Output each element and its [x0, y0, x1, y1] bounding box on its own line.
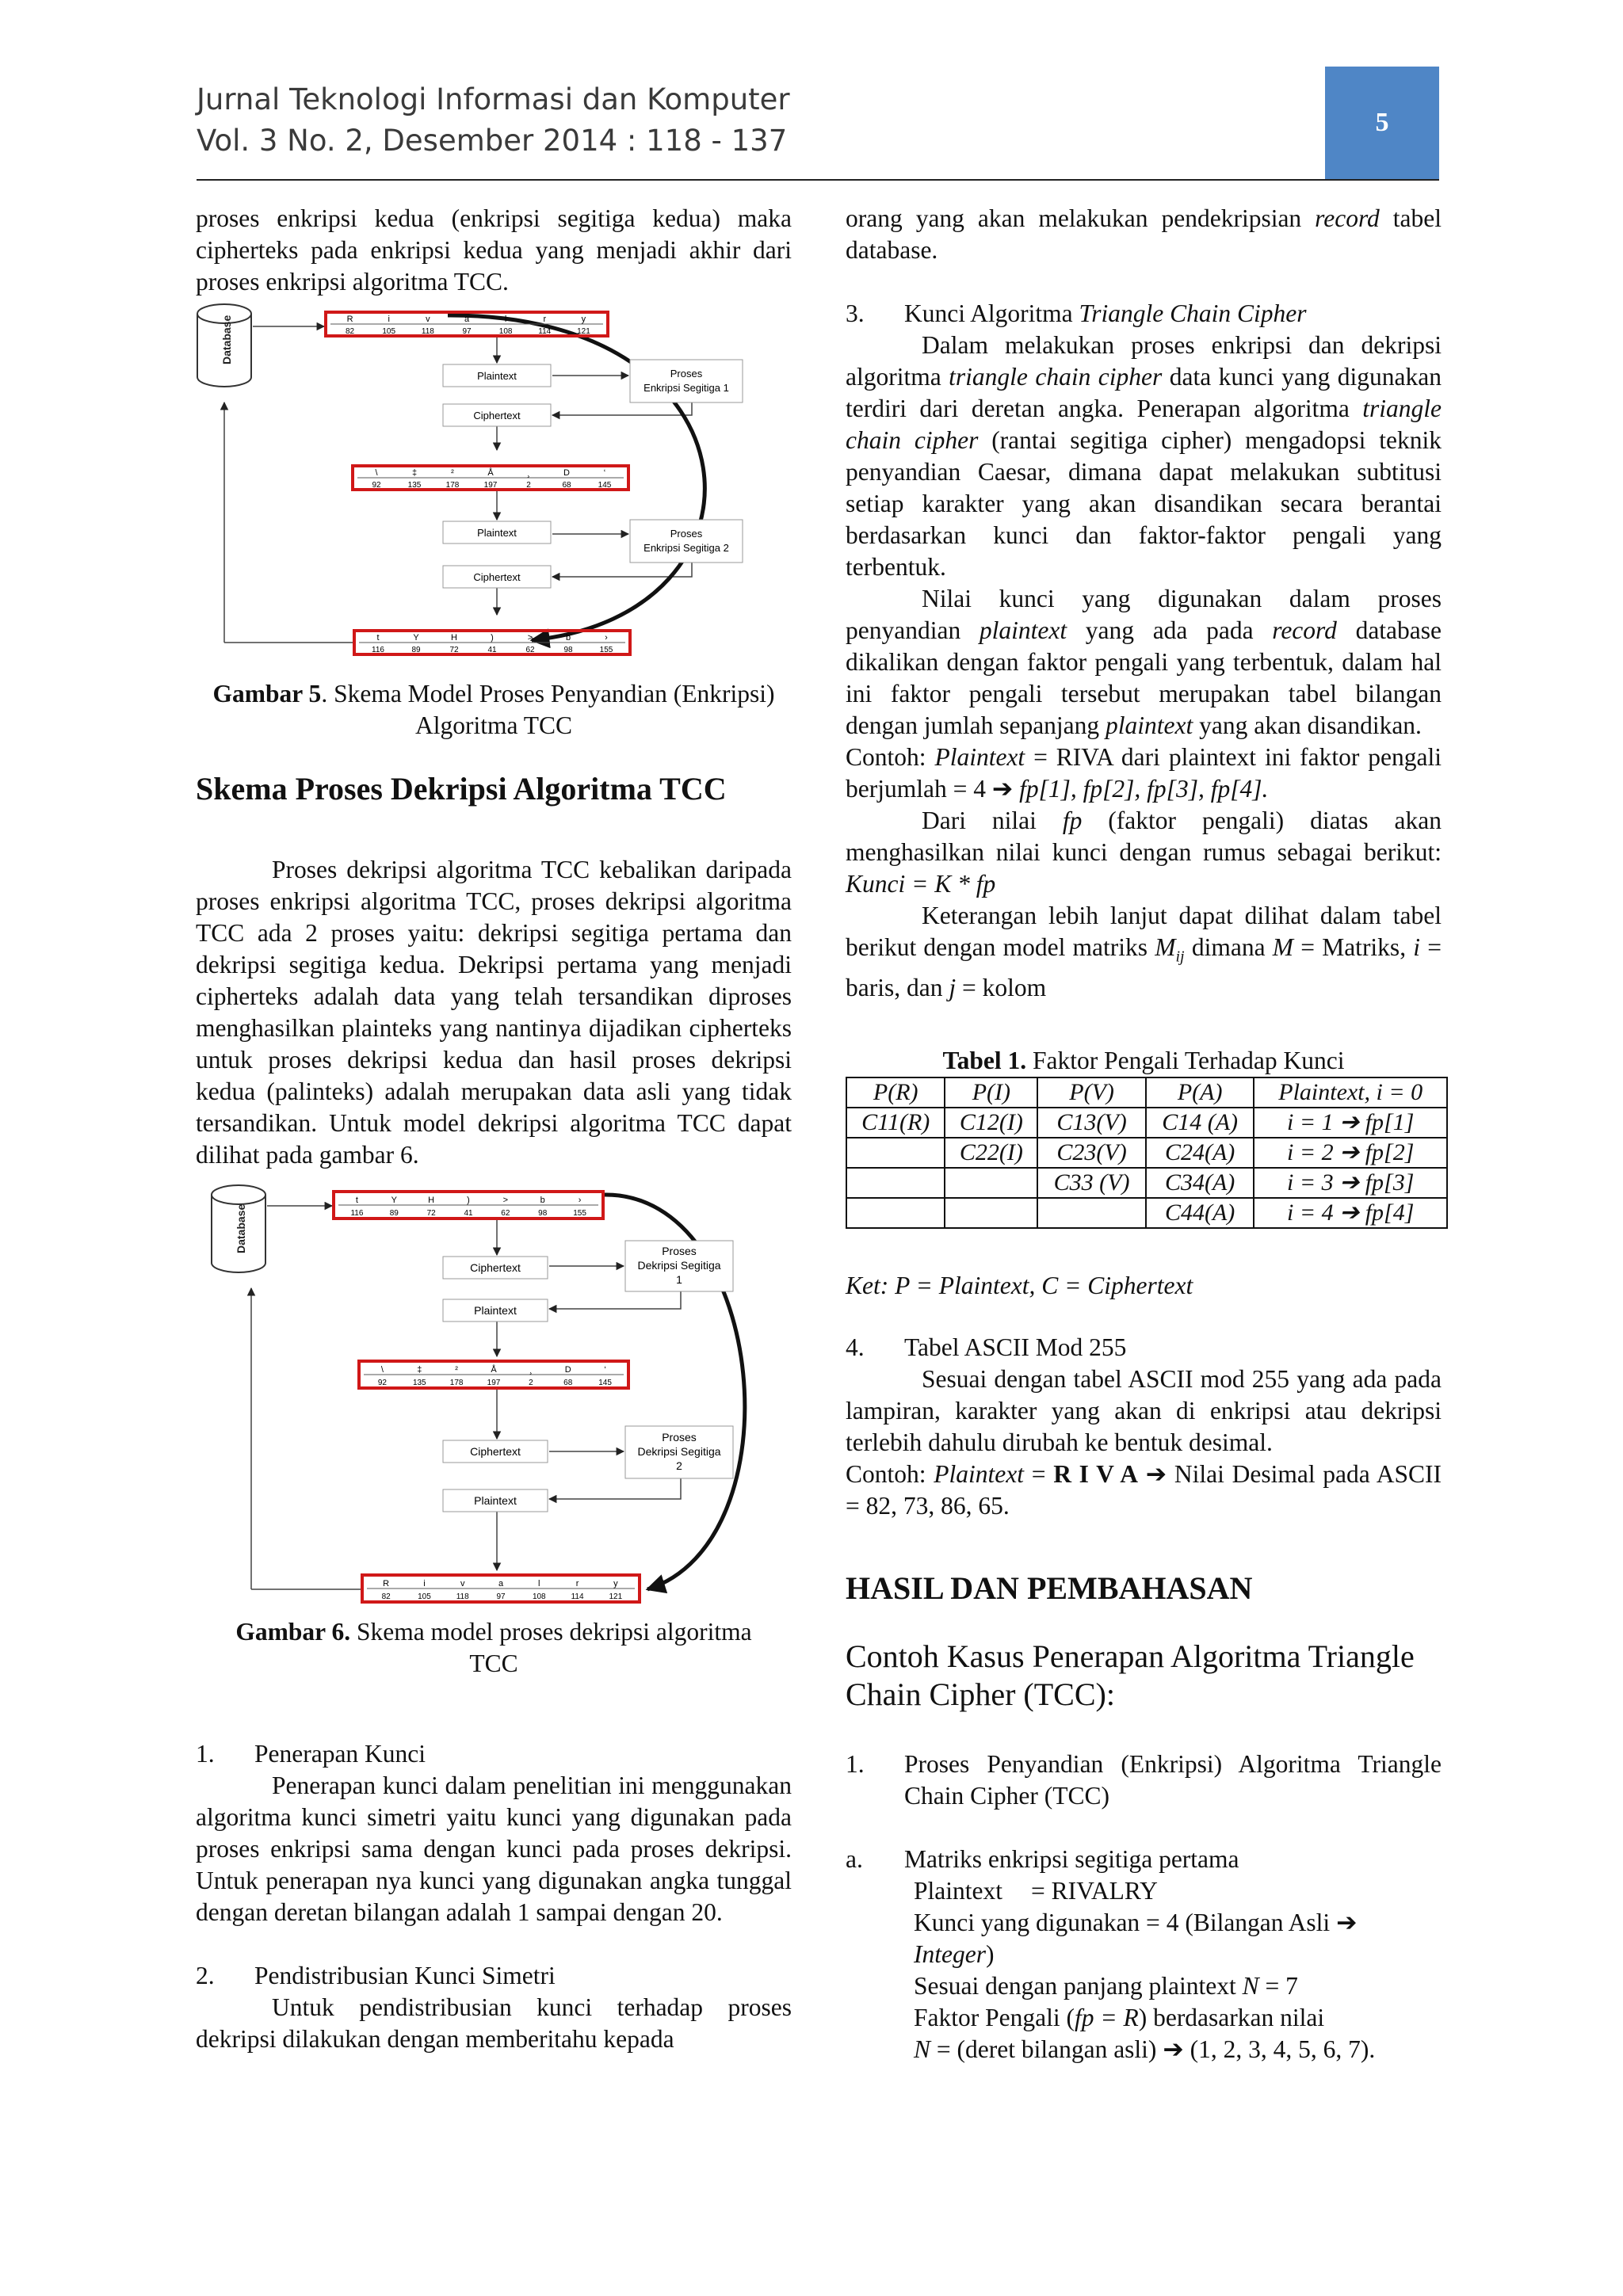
text: yang ada pada	[1067, 616, 1273, 644]
table-cell	[846, 1198, 945, 1228]
cipher-table-cell: a	[464, 315, 470, 324]
right-column	[846, 203, 1442, 2065]
figure-6	[196, 1177, 792, 1616]
cipher-table-cell: 178	[449, 1379, 464, 1387]
text-line	[904, 1875, 1442, 1907]
fig5-proc1-line2: Enkripsi Segitiga 1	[643, 382, 729, 394]
table-cell: C44(A)	[1146, 1198, 1254, 1228]
database-cylinder	[212, 1185, 265, 1272]
cipher-table-cell: 92	[372, 481, 381, 490]
fig6-ciphertext-2: Ciphertext	[470, 1445, 521, 1458]
cipher-table-cell: 145	[598, 1379, 612, 1387]
fig6-proc1-line2: Dekripsi Segitiga	[637, 1259, 721, 1272]
cipher-table-cell: 135	[407, 481, 422, 490]
text: tabel database.	[846, 204, 1442, 264]
text: data kunci yang digunakan terdiri dari deretan angka. Penerapan algoritma	[846, 363, 1442, 422]
cipher-table-cell: 97	[462, 327, 472, 336]
cipher-table-cell: 62	[501, 1209, 510, 1218]
fig6-ciphertext-1: Ciphertext	[470, 1261, 521, 1274]
fig6-proc1-line3: 1	[676, 1273, 682, 1286]
text: = RIVALRY	[1031, 1877, 1158, 1905]
text: ) berdasarkan nilai	[1138, 2004, 1325, 2032]
table-cell	[1037, 1198, 1146, 1228]
cipher-table-cell: t	[376, 633, 380, 643]
text: triangle chain cipher	[949, 363, 1163, 391]
table-cell: C12(I)	[945, 1108, 1037, 1138]
text: Kunci yang digunakan = 4 (Bilangan Asli	[914, 1909, 1337, 1937]
text: (1, 2, 3, 4, 5, 6, 7).	[1183, 2035, 1376, 2064]
text: Keterangan lebih lanjut dapat dilihat dalam tabel berikut dengan model matriks	[846, 902, 1442, 961]
item-2-heading	[196, 1960, 792, 1992]
cipher-table-cell: Å	[491, 1365, 497, 1375]
table-cell: i = 4 ➔ fp[4]	[1254, 1198, 1447, 1228]
cipher-table-cell: 72	[426, 1209, 436, 1218]
text: dimana	[1184, 933, 1273, 961]
table-row	[846, 1108, 1447, 1138]
cipher-table-cell: ›	[578, 1196, 582, 1205]
cipher-table-cell: ‘	[603, 468, 606, 478]
table-cell: i = 2 ➔ fp[2]	[1254, 1138, 1447, 1168]
text: Faktor Pengali (	[914, 2004, 1075, 2032]
table-cell: C14 (A)	[1146, 1108, 1254, 1138]
item-1-title: Penerapan Kunci	[254, 1740, 426, 1768]
cipher-table-cell: 68	[562, 481, 571, 490]
text: ➔ Nilai Desimal pada ASCII = 82, 73, 86, 65.	[846, 1460, 1442, 1520]
text-line	[904, 1907, 1442, 1939]
cipher-table-cell: 89	[389, 1209, 399, 1218]
cipher-table-cell: ²	[455, 1365, 458, 1375]
figure-6-caption	[196, 1616, 792, 1648]
item-1-number: 1.	[196, 1740, 215, 1768]
table-cell: C11(R)	[846, 1108, 945, 1138]
right-paragraph-1	[846, 203, 1442, 266]
text: Plaintext	[934, 743, 1025, 771]
journal-volume: Vol. 3 No. 2, Desember 2014 : 118 - 137	[197, 124, 788, 158]
table-cell: P(I)	[945, 1077, 1037, 1108]
item-3-heading	[846, 298, 1442, 330]
cipher-table-cell: 108	[532, 1592, 546, 1601]
arrow-icon: ➔	[1336, 1909, 1358, 1937]
cipher-table-cell: ‡	[411, 468, 418, 478]
text: record	[1315, 204, 1380, 232]
table-1-caption-text: Faktor Pengali Terhadap Kunci	[1026, 1047, 1345, 1075]
cipher-table-cell: R	[346, 315, 353, 324]
subsection-heading-contoh: Contoh Kasus Penerapan Algoritma Triangle Chain Cipher (TCC):	[846, 1638, 1415, 1713]
cipher-table-cell: 41	[464, 1209, 473, 1218]
text: Sesuai dengan panjang plaintext	[914, 1972, 1243, 2000]
subitem-1	[846, 1749, 1442, 1812]
text: plaintext	[1106, 711, 1193, 739]
text: triangle chain cipher	[846, 395, 1442, 454]
cipher-table-cell: Y	[391, 1196, 397, 1205]
right-paragraph-7	[846, 900, 1442, 1004]
cipher-table-cell: 82	[346, 327, 355, 336]
text: Plaintext	[914, 1877, 1002, 1905]
item-1-heading	[196, 1738, 792, 1770]
text: Dalam melakukan proses enkripsi dan dekripsi algoritma	[846, 331, 1442, 391]
table-row	[846, 1138, 1447, 1168]
item-2-number: 2.	[196, 1962, 215, 1989]
table-cell: P(R)	[846, 1077, 945, 1108]
text: ij	[1175, 948, 1185, 966]
table-cell: P(V)	[1037, 1077, 1146, 1108]
cipher-table-cell: 105	[418, 1592, 431, 1601]
cipher-table-cell: 114	[571, 1592, 584, 1601]
fig6-proc2-line1: Proses	[662, 1431, 697, 1444]
text: yang akan disandikan.	[1193, 711, 1422, 739]
cipher-table-cell: ›	[605, 633, 608, 643]
table-cell: C22(I)	[945, 1138, 1037, 1168]
database-label: Database	[235, 1203, 247, 1253]
figure-5-diagram	[196, 298, 792, 678]
fig5-plaintext-1: Plaintext	[477, 370, 517, 382]
subitem-1-text: Proses Penyandian (Enkripsi) Algoritma Triangle Chain Cipher (TCC)	[904, 1750, 1442, 1810]
fig5-ciphertext-2: Ciphertext	[473, 571, 521, 583]
cipher-table-cell: t	[355, 1196, 358, 1205]
cipher-table-cell: 135	[412, 1379, 426, 1387]
cipher-table-cell: 89	[411, 646, 421, 654]
page-number: 5	[1375, 108, 1389, 137]
text: Integer	[914, 1940, 986, 1969]
figure-5-caption-label: Gambar 5	[212, 680, 322, 707]
cipher-table-cell: i	[423, 1579, 426, 1589]
cipher-table-cell: Å	[487, 468, 494, 478]
figure-5-caption	[196, 678, 792, 710]
cipher-table-cell: D	[564, 1365, 571, 1375]
item-2-body: Untuk pendistribusian kunci terhadap proses dekripsi dilakukan dengan memberitahu kepada	[196, 1993, 792, 2053]
cipher-table-cell: l	[504, 315, 507, 324]
text: = 7	[1258, 1972, 1298, 2000]
text: Nilai kunci yang digunakan dalam proses penyandian	[846, 585, 1442, 644]
cipher-table-cell: \	[380, 1365, 384, 1375]
text: (faktor pengali) diatas akan menghasilkan nilai kunci dengan rumus sebagai berikut:	[846, 807, 1442, 866]
cipher-table-cell: 92	[377, 1379, 387, 1387]
cipher-table-cell: 197	[483, 481, 498, 490]
table-row	[846, 1077, 1447, 1108]
cipher-table-cell: 72	[449, 646, 459, 654]
text: i	[1413, 933, 1421, 961]
right-paragraph-6	[846, 805, 1442, 900]
cipher-table-cell: H	[451, 633, 457, 643]
text: fp	[1062, 807, 1083, 834]
cipher-table-cell: 105	[382, 327, 396, 336]
cipher-table-cell: 118	[456, 1592, 469, 1601]
text: N	[914, 2035, 931, 2064]
text: Dari nilai	[922, 807, 1063, 834]
cipher-table-cell: 145	[598, 481, 612, 490]
cipher-table-cell: b	[565, 633, 571, 643]
cipher-table-cell: )	[467, 1196, 470, 1205]
table-cell: i = 3 ➔ fp[3]	[1254, 1168, 1447, 1198]
cipher-table-cell: 62	[525, 646, 535, 654]
cipher-table-cell: l	[538, 1579, 540, 1589]
journal-title: Jurnal Teknologi Informasi dan Komputer	[197, 82, 790, 116]
text: =	[1023, 1460, 1054, 1489]
table-1-caption-label: Tabel 1.	[942, 1047, 1027, 1075]
right-paragraph-3	[846, 330, 1442, 583]
figure-6-caption-line2: TCC	[469, 1650, 518, 1677]
right-paragraph-9	[846, 1459, 1442, 1522]
text: )	[985, 1940, 995, 1969]
cipher-table-cell: 121	[609, 1592, 623, 1601]
figure-5-caption-line2: Algoritma TCC	[414, 711, 573, 739]
cipher-table-cell: v	[460, 1579, 465, 1589]
header-rule	[197, 179, 1439, 181]
cipher-table-cell: Y	[413, 633, 419, 643]
right-paragraph-8: Sesuai dengan tabel ASCII mod 255 yang ada pada lampiran, karakter yang akan di enkripsi atau dekripsi terlebih dahulu dirubah ke bentuk desimal.	[846, 1365, 1442, 1457]
cipher-table-cell: 155	[599, 646, 613, 654]
cipher-table-cell: )	[491, 633, 494, 643]
cipher-table-cell: 197	[487, 1379, 501, 1387]
text: Contoh:	[846, 1460, 934, 1489]
text: Plaintext	[934, 1460, 1024, 1489]
table-cell: C13(V)	[1037, 1108, 1146, 1138]
cipher-table-cell: 41	[487, 646, 497, 654]
table-cell: C34(A)	[1146, 1168, 1254, 1198]
text: R I V A	[1053, 1460, 1139, 1489]
text: plaintext	[979, 616, 1067, 644]
fig6-proc2-line2: Dekripsi Segitiga	[637, 1445, 721, 1458]
cipher-table-cell: 98	[563, 646, 573, 654]
text: Kunci = K * fp	[846, 870, 996, 898]
fig5-plaintext-2: Plaintext	[477, 527, 517, 539]
fig5-proc2-line2: Enkripsi Segitiga 2	[643, 542, 729, 554]
figure-5-caption-line1: . Skema Model Proses Penyandian (Enkripsi)	[321, 680, 775, 707]
table-cell: P(A)	[1146, 1077, 1254, 1108]
text: Contoh:	[846, 743, 935, 771]
subitem-1-number: 1.	[846, 1750, 865, 1779]
text: Triangle Chain Cipher	[1079, 299, 1307, 327]
figure-6-caption-line1: Skema model proses dekripsi algoritma	[350, 1618, 752, 1646]
text: orang yang akan melakukan pendekripsian	[846, 204, 1316, 232]
cipher-table-cell: R	[383, 1579, 390, 1589]
cipher-table-cell: r	[543, 315, 547, 324]
cipher-table-cell: b	[540, 1196, 545, 1205]
table-cell: i = 1 ➔ fp[1]	[1254, 1108, 1447, 1138]
table-cell: C24(A)	[1146, 1138, 1254, 1168]
text: M	[1272, 933, 1294, 961]
right-paragraph-4	[846, 583, 1442, 742]
cipher-table-cell: ‘	[604, 1365, 606, 1375]
text-line	[904, 1970, 1442, 2002]
subitem-a-body	[846, 1875, 1442, 2065]
subitem-a-title: Matriks enkripsi segitiga pertama	[904, 1845, 1239, 1874]
fig6-proc1-line1: Proses	[662, 1245, 697, 1257]
cipher-table-cell: 2	[529, 1379, 533, 1387]
text-line	[904, 1939, 1442, 1970]
text: database dikalikan dengan faktor pengali yang terbentuk, dalam hal ini faktor pengali tersebut merupakan tabel bilangan dengan jumlah sepanjang	[846, 616, 1442, 739]
left-paragraph-1: proses enkripsi kedua (enkripsi segitiga kedua) maka cipherteks pada enkripsi kedua yang menjadi akhir dari proses enkripsi algoritma TCC.	[196, 204, 792, 296]
fig5-ciphertext-1: Ciphertext	[473, 410, 521, 421]
fig6-proc2-line3: 2	[676, 1459, 682, 1472]
table-cell: C23(V)	[1037, 1138, 1146, 1168]
text: fp = R	[1074, 2004, 1139, 2032]
table-1-caption	[846, 1045, 1442, 1077]
cipher-table-cell: 155	[573, 1209, 586, 1218]
text: (rantai segitiga cipher) mengadopsi teknik penyandian Caesar, dimana dapat melakukan subtitusi setiap karakter yang akan disandikan secara berantai berdasarkan kunci dan faktor-faktor pengali yang terbentuk.	[846, 426, 1442, 581]
text: record	[1272, 616, 1337, 644]
text: = kolom	[956, 974, 1047, 1002]
right-paragraph-5	[846, 742, 1442, 805]
table-cell	[846, 1138, 945, 1168]
fig5-proc1-line1: Proses	[670, 368, 703, 379]
cipher-table-cell: 108	[498, 327, 513, 336]
item-1-body: Penerapan kunci dalam penelitian ini menggunakan algoritma kunci simetri yaitu kunci yang digunakan pada proses enkripsi sama dengan kunci pada proses dekripsi. Untuk penerapan nya kunci yang digunakan angka tunggal dengan deretan bilangan adalah 1 sampai dengan 20.	[196, 1772, 792, 1926]
cipher-table-cell: r	[575, 1579, 579, 1589]
fig6-plaintext-1: Plaintext	[474, 1304, 517, 1317]
table-cell: C33 (V)	[1037, 1168, 1146, 1198]
cipher-table-cell: D	[563, 468, 570, 478]
cipher-table-cell: y	[613, 1579, 618, 1589]
cipher-table-cell: >	[502, 1196, 509, 1205]
text: = baris, dan	[846, 933, 1442, 1002]
cipher-table-cell: 116	[372, 646, 384, 654]
left-paragraph-2: Proses dekripsi algoritma TCC kebalikan daripada proses enkripsi algoritma TCC, proses dekripsi algoritma TCC ada 2 proses yaitu: dekripsi segitiga pertama dan dekripsi segitiga kedua. Dekripsi pertama yang menjadi cipherteks adalah data yang telah tersandikan diproses menghasilkan plainteks yang nantinya dijadikan cipherteks untuk proses dekripsi kedua dan hasil proses dekripsi kedua (palinteks) adalah merupakan data asli yang tidak tersandikan. Untuk model dekripsi algoritma TCC dapat dilihat pada gambar 6.	[196, 856, 792, 1169]
text-line	[904, 2034, 1442, 2065]
cipher-table-cell: ‡	[417, 1365, 422, 1375]
text: Kunci Algoritma	[904, 299, 1079, 327]
figure-5	[196, 298, 792, 678]
cipher-table-cell: ¸	[527, 468, 530, 478]
item-3-number: 3.	[846, 299, 865, 327]
left-column	[196, 203, 792, 2055]
table-row	[846, 1168, 1447, 1198]
database-cylinder	[197, 304, 251, 387]
cipher-table-cell: i	[388, 315, 390, 324]
database-label: Database	[220, 315, 233, 364]
arrow-icon: ➔	[1163, 2035, 1184, 2064]
figure-6-caption-label: Gambar 6.	[235, 1618, 351, 1646]
cipher-table-cell: y	[581, 315, 586, 324]
table-note: Ket: P = Plaintext, C = Ciphertext	[846, 1272, 1193, 1300]
text: = (deret bilangan asli)	[930, 2035, 1163, 2064]
text: = Matriks,	[1293, 933, 1414, 961]
cipher-table-cell: a	[498, 1579, 504, 1589]
cipher-table-cell: ²	[451, 468, 454, 478]
journal-header	[197, 79, 790, 162]
item-4-heading	[846, 1332, 1442, 1363]
cipher-table-cell: 116	[350, 1209, 364, 1218]
table-cell	[945, 1198, 1037, 1228]
cipher-table-cell: >	[527, 633, 533, 643]
text: = RIVA dari plaintext ini faktor pengali berjumlah = 4	[846, 743, 1442, 803]
table-row	[846, 1198, 1447, 1228]
cipher-table-cell: 178	[445, 481, 460, 490]
subitem-a-label: a.	[846, 1845, 863, 1874]
figure-6-diagram	[196, 1177, 792, 1616]
table-cell	[945, 1168, 1037, 1198]
cipher-table-cell: 114	[538, 327, 552, 336]
item-2-title: Pendistribusian Kunci Simetri	[254, 1962, 556, 1989]
cipher-table-cell: 121	[577, 327, 590, 336]
cipher-table-cell: 68	[563, 1379, 573, 1387]
cipher-table-cell: H	[428, 1196, 435, 1205]
text: M	[1155, 933, 1176, 961]
text: fp[1], fp[2], fp[3], fp[4].	[1013, 775, 1269, 803]
fig6-plaintext-2: Plaintext	[474, 1494, 517, 1507]
section-heading-hasil: HASIL DAN PEMBAHASAN	[846, 1570, 1253, 1607]
table-cell: Plaintext, i = 0	[1254, 1077, 1447, 1108]
cipher-table-cell: 118	[421, 327, 434, 336]
cipher-table-cell: \	[375, 468, 378, 478]
arrow-icon: ➔	[991, 775, 1014, 803]
cipher-table-cell: v	[426, 315, 430, 324]
table-1	[846, 1077, 1448, 1229]
text: N	[1242, 1972, 1259, 2000]
cipher-table-cell: ¸	[529, 1365, 533, 1375]
subitem-a	[846, 1844, 1442, 1875]
item-4-title: Tabel ASCII Mod 255	[904, 1333, 1127, 1362]
cipher-table-cell: 97	[496, 1592, 506, 1601]
page-number-badge	[1325, 67, 1439, 179]
text-line	[904, 2002, 1442, 2034]
cipher-table-cell: 82	[381, 1592, 391, 1601]
fig5-proc2-line1: Proses	[670, 528, 703, 540]
item-4-number: 4.	[846, 1333, 865, 1362]
table-cell	[846, 1168, 945, 1198]
cipher-table-cell: 2	[526, 481, 531, 490]
section-heading-dekripsi: Skema Proses Dekripsi Algoritma TCC	[196, 771, 727, 807]
text: j	[949, 974, 957, 1002]
cipher-table-cell: 98	[538, 1209, 548, 1218]
